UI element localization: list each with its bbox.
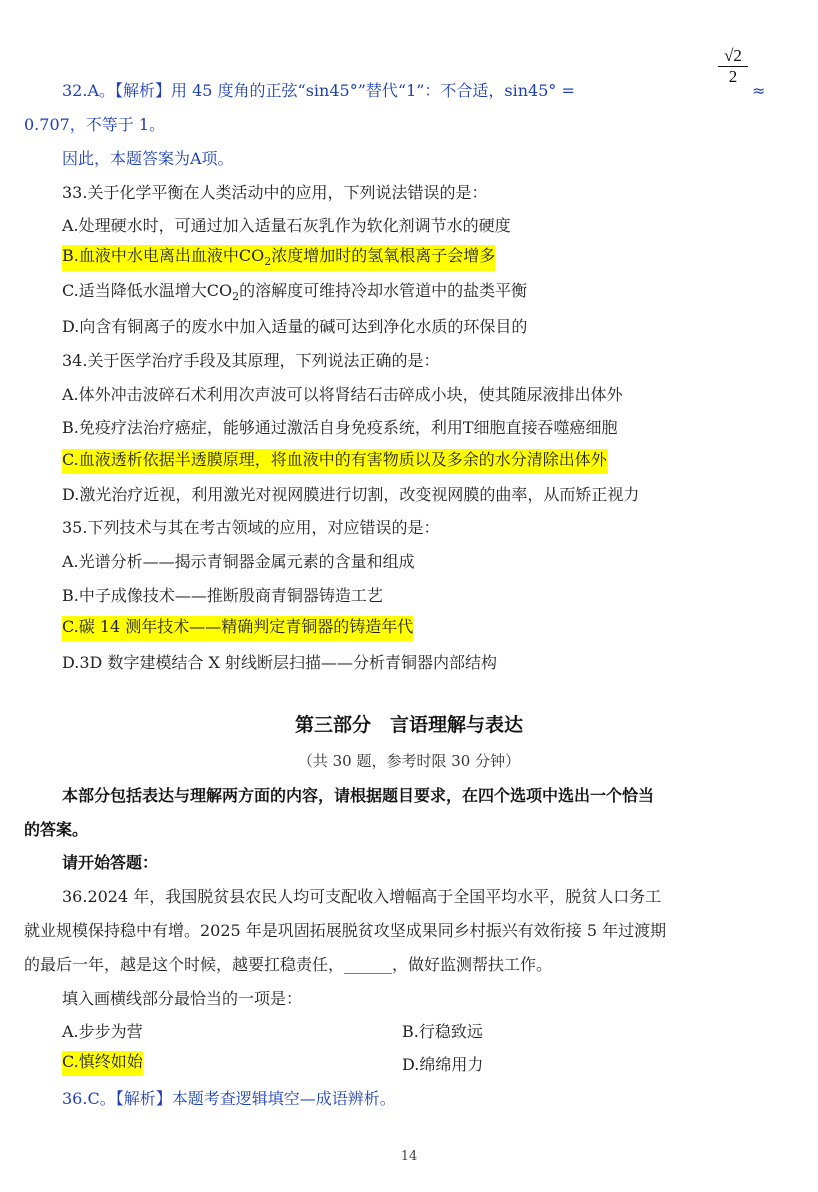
q33-option-b-text-cont: 浓度增加时的氢氧根离子会增多 [271, 246, 496, 265]
q32-explanation-line1: 32.A。【解析】用 45 度角的正弦“sin45°”替代“1”：不合适，sin45° = [62, 81, 575, 100]
q33-option-c [62, 280, 527, 308]
q34-option-c-highlighted: C.血液透析依据半透膜原理，将血液中的有害物质以及多余的水分清除出体外 [62, 449, 608, 474]
q33-option-b-highlighted [62, 245, 495, 271]
q36-option-c-highlighted: C.慎终如始 [62, 1051, 143, 1076]
sqrt2-over-2-fraction [718, 46, 748, 87]
q34-option-b: B.免疫疗法治疗癌症，能够通过激活自身免疫系统，利用T细胞直接吞噬癌细胞 [62, 418, 618, 437]
section-title: 第三部分 言语理解与表达 [294, 714, 523, 736]
q36-option-b: B.行稳致远 [402, 1022, 483, 1041]
q32-conclusion: 因此，本题答案为A项。 [62, 149, 234, 168]
q35-option-b: B.中子成像技术——推断殷商青铜器铸造工艺 [62, 586, 383, 605]
q33-stem: 33.关于化学平衡在人类活动中的应用，下列说法错误的是： [62, 183, 488, 202]
q36-option-d: D.绵绵用力 [402, 1055, 484, 1074]
q36-explanation: 36.C。【解析】本题考查逻辑填空—成语辨析。 [62, 1089, 396, 1108]
q36-stem-line1: 36.2024 年，我国脱贫县农民人均可支配收入增幅高于全国平均水平，脱贫人口务工 [62, 887, 662, 906]
q33-option-b-subscript: 2 [264, 255, 272, 269]
fraction-numerator: √2 [724, 46, 742, 65]
q34-option-a: A.体外冲击波碎石术利用次声波可以将肾结石击碎成小块，使其随尿液排出体外 [62, 385, 623, 404]
page-number: 14 [400, 1149, 418, 1164]
approx-symbol: ≈ [752, 81, 766, 100]
q35-option-c-highlighted: C.碳 14 测年技术——精确判定青铜器的铸造年代 [62, 616, 413, 641]
q34-stem: 34.关于医学治疗手段及其原理，下列说法正确的是： [62, 351, 440, 370]
q33-option-c-text-cont: 的溶解度可维持冷却水管道中的盐类平衡 [239, 281, 528, 300]
q35-option-d: D.3D 数字建模结合 X 射线断层扫描——分析青铜器内部结构 [62, 653, 498, 672]
q35-stem: 35.下列技术与其在考古领域的应用，对应错误的是： [62, 518, 440, 537]
q33-option-b-text: B.血液中水电离出血液中CO [62, 246, 265, 265]
q34-option-d: D.激光治疗近视，利用激光对视网膜进行切割，改变视网膜的曲率，从而矫正视力 [62, 485, 640, 504]
q33-option-d: D.向含有铜离子的废水中加入适量的碱可达到净化水质的环保目的 [62, 317, 528, 336]
fraction-denominator: 2 [728, 67, 738, 86]
q33-option-a: A.处理硬水时，可通过加入适量石灰乳作为软化剂调节水的硬度 [62, 216, 511, 235]
q36-stem-line2: 就业规模保持稳中有增。2025 年是巩固拓展脱贫攻坚成果同乡村振兴有效衔接 5 年过渡期 [24, 921, 667, 940]
q32-explanation-line2: 0.707，不等于 1。 [24, 115, 166, 134]
q36-option-a: A.步步为营 [62, 1022, 143, 1041]
q36-question: 填入画横线部分最恰当的一项是： [62, 989, 303, 1008]
start-prompt: 请开始答题： [62, 853, 159, 872]
section-subtitle: （共 30 题，参考时限 30 分钟） [297, 752, 521, 770]
q35-option-a: A.光谱分析——揭示青铜器金属元素的含量和组成 [62, 552, 415, 571]
section-intro-line1: 本部分包括表达与理解两方面的内容，请根据题目要求，在四个选项中选出一个恰当 [62, 786, 655, 805]
q36-stem-line3: 的最后一年，越是这个时候，越要扛稳责任，______，做好监测帮扶工作。 [24, 955, 553, 974]
section-intro-line2: 的答案。 [24, 820, 89, 839]
q33-option-c-subscript: 2 [232, 290, 240, 304]
q33-option-c-text: C.适当降低水温增大CO [62, 281, 233, 300]
